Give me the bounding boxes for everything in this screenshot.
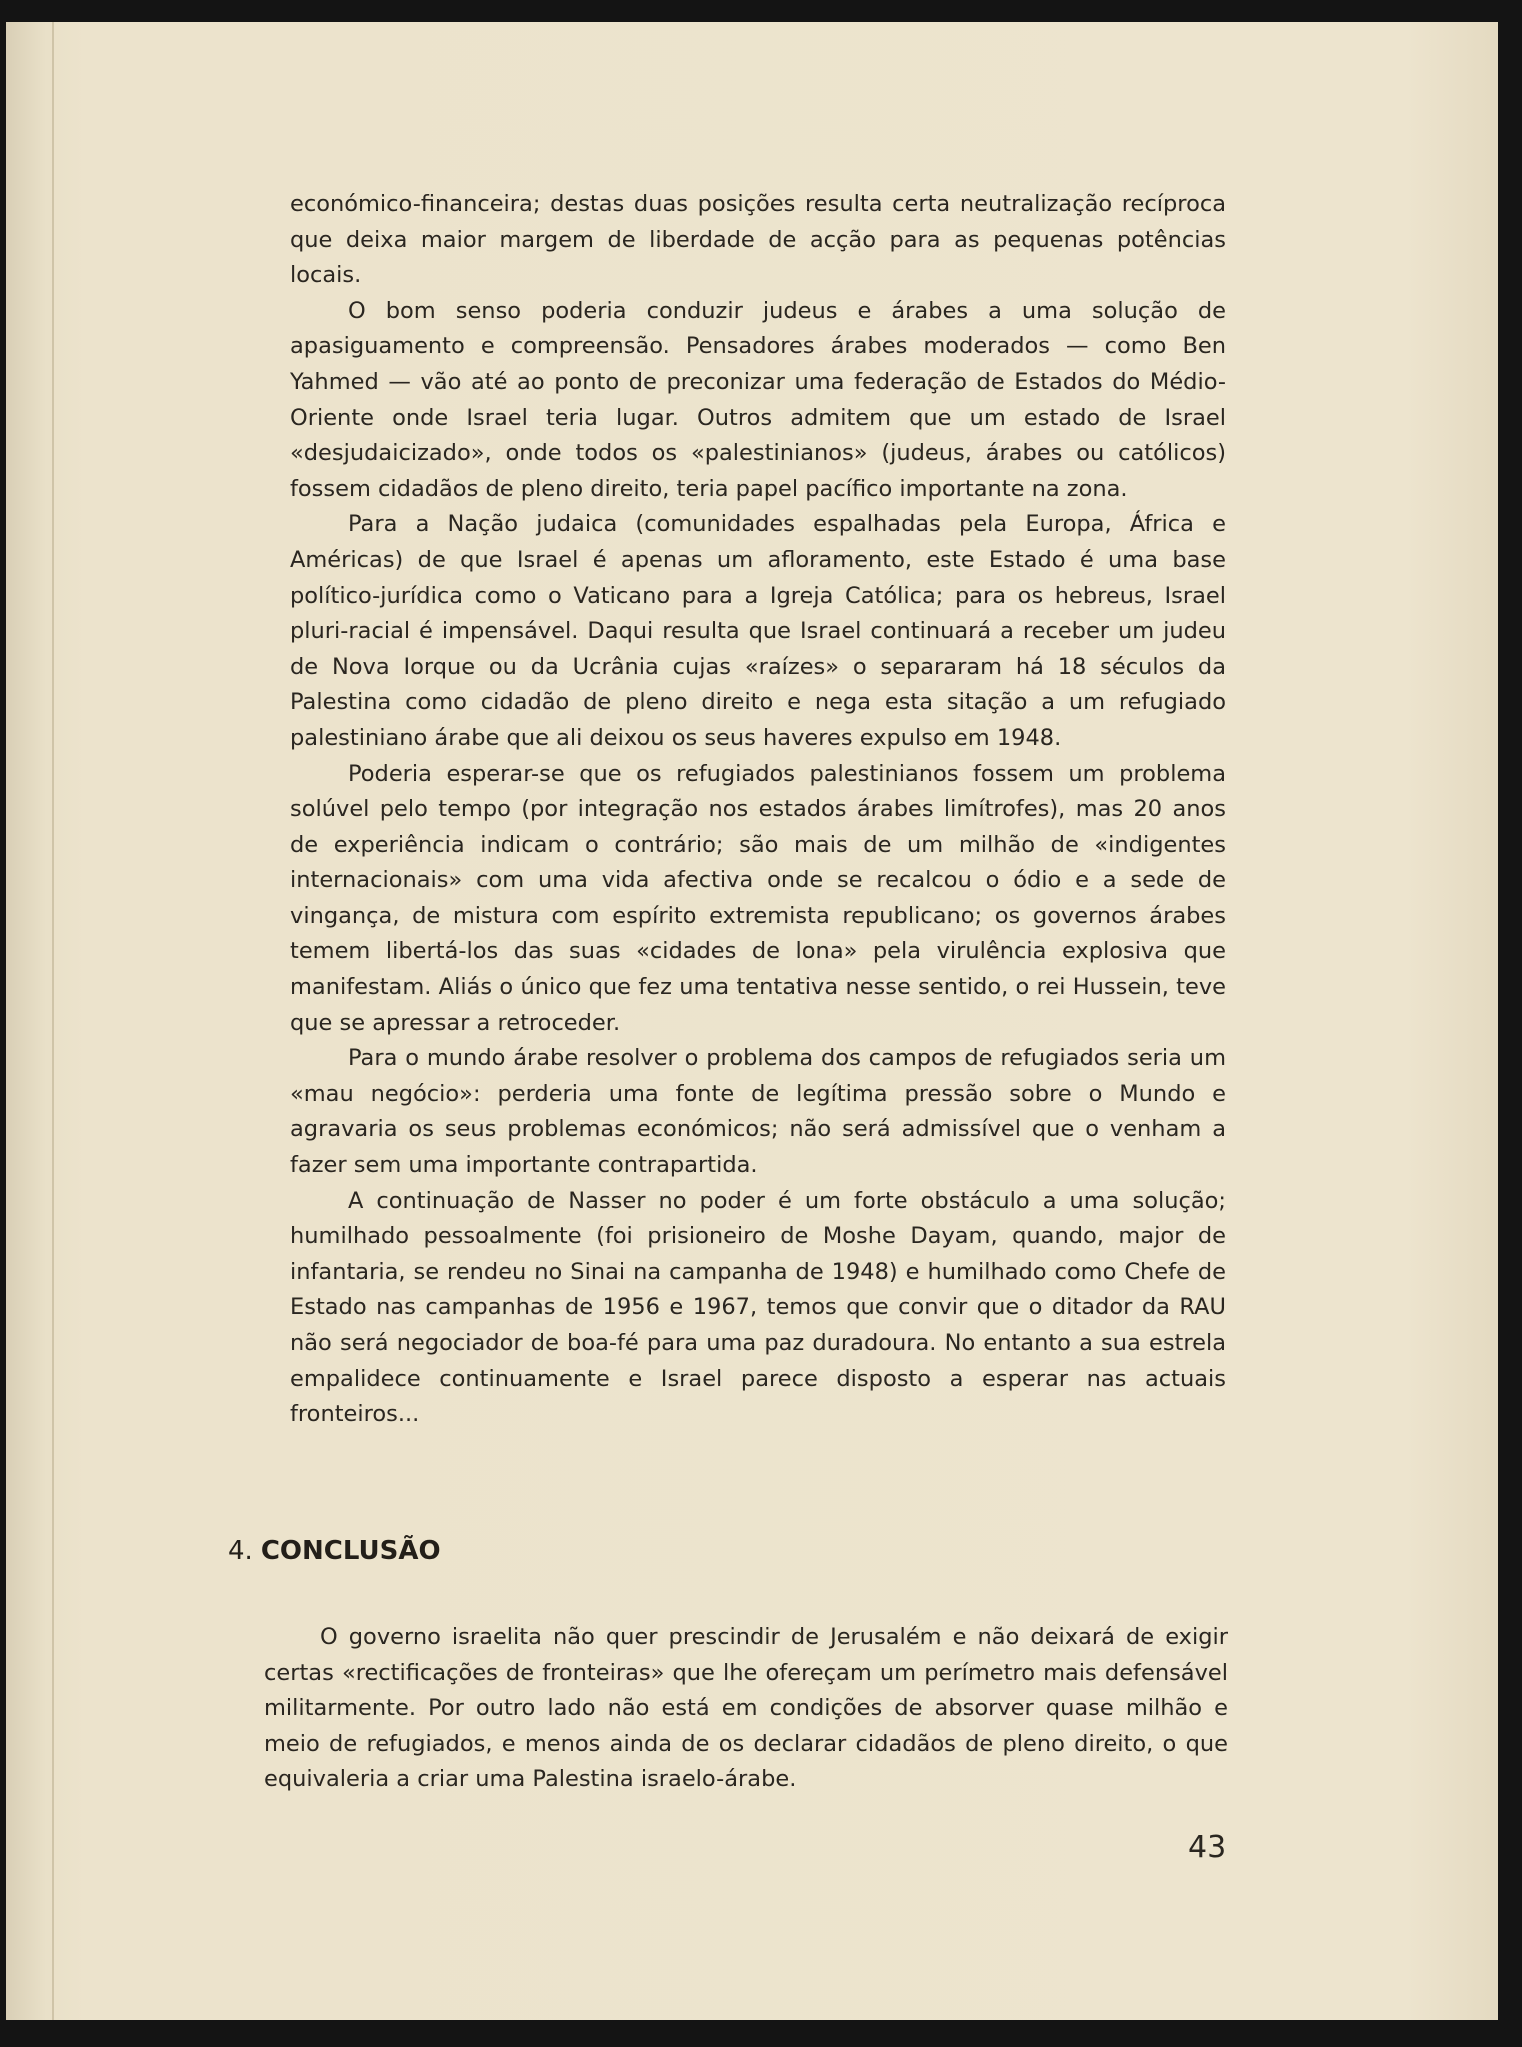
section-heading xyxy=(228,1536,441,1566)
conclusion-paragraph: O governo israelita não quer prescindir de Jerusalém e não deixará de exigir certas «rectificações de fronteiras» que lhe ofereçam um perímetro mais defensável militarmente. Por outro lado não está em condições de absorver quase milhão e meio de refugiados, e menos ainda de os declarar cidadãos de pleno direito, o que equivaleria a criar uma Palestina israelo-árabe. xyxy=(264,1624,1228,1793)
document-page xyxy=(6,22,1498,2020)
binding-fold xyxy=(52,22,54,2020)
paragraph-3: Para a Nação judaica (comunidades espalhadas pela Europa, África e Américas) de que Israel é apenas um afloramento, este Estado é uma base político-jurídica como o Vaticano para a Igreja Católica; para os hebreus, Israel pluri-racial é impensável. Daqui resulta que Israel continuará a receber um judeu de Nova Iorque ou da Ucrânia cujas «raízes» o separaram há 18 séculos da Palestina como cidadão de pleno direito e nega esta sitação a um refugiado palestiniano árabe que ali deixou os seus haveres expulso em 1948. xyxy=(290,511,1226,751)
paragraph-4: Poderia esperar-se que os refugiados palestinianos fossem um problema solúvel pelo tempo (por integração nos estados árabes limítrofes), mas 20 anos de experiência indicam o contrário; são mais de um milhão de «indigentes internacionais» com uma vida afectiva onde se recalcou o ódio e a sede de vingança, de mistura com espírito extremista republicano; os governos árabes temem libertá-los das suas «cidades de lona» pela virulência explosiva que manifestam. Aliás o único que fez uma tentativa nesse sentido, o rei Hussein, teve que se apressar a retroceder. xyxy=(290,760,1226,1036)
section-number: 4. xyxy=(228,1536,253,1566)
paragraph-5: Para o mundo árabe resolver o problema dos campos de refugiados seria um «mau negócio»: perderia uma fonte de legítima pressão sobre o Mundo e agravaria os seus problemas económicos; não será admissível que o venham a fazer sem uma importante contrapartida. xyxy=(290,1045,1226,1179)
section-title: CONCLUSÃO xyxy=(260,1536,441,1566)
paragraph-2: O bom senso poderia conduzir judeus e árabes a uma solução de apasiguamento e compreensão. Pensadores árabes moderados — como Ben Yahmed — vão até ao ponto de preconizar uma federação de Estados do Médio-Oriente onde Israel teria lugar. Outros admitem que um estado de Israel «desjudaicizado», onde todos os «palestinianos» (judeus, árabes ou católicos) fossem cidadãos de pleno direito, teria papel pacífico importante na zona. xyxy=(290,297,1226,502)
page-number: 43 xyxy=(1188,1830,1227,1865)
conclusion-text xyxy=(264,1620,1228,1798)
paragraph-6: A continuação de Nasser no poder é um forte obstáculo a uma solução; humilhado pessoalmente (foi prisioneiro de Moshe Dayam, quando, major de infantaria, se rendeu no Sinai na campanha de 1948) e humilhado como Chefe de Estado nas campanhas de 1956 e 1967, temos que convir que o ditador da RAU não será negociador de boa-fé para uma paz duradoura. No entanto a sua estrela empalidece continuamente e Israel parece disposto a esperar nas actuais fronteiros... xyxy=(290,1187,1226,1428)
body-text xyxy=(290,187,1226,1433)
paragraph-1: económico-financeira; destas duas posições resulta certa neutralização recíproca que deixa maior margem de liberdade de acção para as pequenas potências locais. xyxy=(290,191,1226,289)
